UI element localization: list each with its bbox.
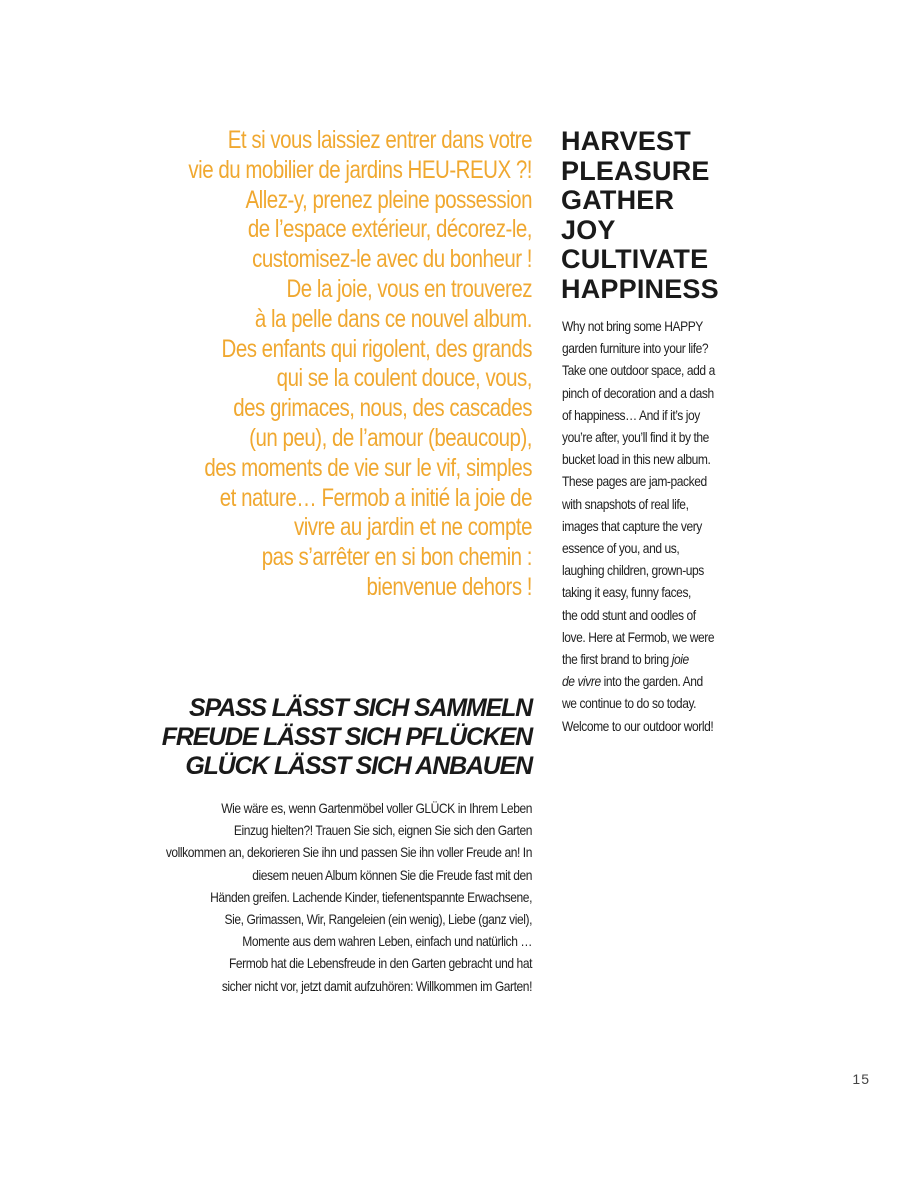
german-heading-line: FREUDE LÄSST SICH PFLÜCKEN bbox=[161, 723, 532, 751]
english-body-line bbox=[562, 670, 751, 692]
english-body-line: Welcome to our outdoor world! bbox=[562, 717, 714, 734]
english-body-fragment: the first brand to bring bbox=[562, 651, 669, 668]
french-line: de l’espace extérieur, décorez-le, bbox=[247, 215, 533, 244]
english-heading-line: GATHER bbox=[561, 185, 675, 216]
english-body-line: the odd stunt and oodles of bbox=[562, 606, 696, 623]
english-heading-line: CULTIVATE bbox=[561, 244, 709, 275]
german-body-line: Händen greifen. Lachende Kinder, tiefenentspannte Erwachsene, bbox=[210, 888, 532, 905]
english-body-line: we continue to do so today. bbox=[562, 695, 697, 712]
english-body-line: garden furniture into your life? bbox=[562, 340, 709, 357]
english-body-line: taking it easy, funny faces, bbox=[562, 584, 691, 601]
english-heading-line: HAPPINESS bbox=[561, 273, 719, 304]
german-body-text bbox=[126, 797, 532, 997]
french-line: Et si vous laissiez entrer dans votre bbox=[227, 126, 532, 154]
english-body-italic: joie bbox=[671, 651, 689, 668]
french-line: pas s’arrêter en si bon chemin : bbox=[261, 543, 532, 572]
english-body-line: Take one outdoor space, add a bbox=[562, 362, 715, 379]
german-body-line: Fermob hat die Lebensfreude in den Garten gebracht und hat bbox=[228, 955, 532, 972]
french-line: vie du mobilier de jardins HEU-REUX ?! bbox=[188, 155, 532, 184]
german-heading-line: GLÜCK LÄSST SICH ANBAUEN bbox=[185, 752, 532, 780]
english-body-line: you’re after, you’ll find it by the bbox=[562, 429, 709, 446]
english-heading bbox=[561, 127, 861, 305]
french-line: Allez-y, prenez pleine possession bbox=[245, 185, 532, 214]
french-line: et nature… Fermob a initié la joie de bbox=[219, 483, 532, 512]
page-number: 15 bbox=[852, 1071, 870, 1087]
english-heading-line: HARVEST bbox=[561, 126, 691, 156]
french-line: des grimaces, nous, des cascades bbox=[233, 394, 532, 423]
english-body-line: pinch of decoration and a dash bbox=[562, 384, 714, 401]
french-line: des moments de vie sur le vif, simples bbox=[204, 453, 532, 482]
french-line: à la pelle dans ce nouvel album. bbox=[254, 304, 532, 333]
french-line: customisez-le avec du bonheur ! bbox=[252, 245, 532, 274]
english-body-line: bucket load in this new album. bbox=[562, 451, 711, 468]
english-body-line: images that capture the very bbox=[562, 517, 702, 534]
english-body-line: essence of you, and us, bbox=[562, 540, 680, 557]
english-body-line: Why not bring some HAPPY bbox=[562, 318, 703, 334]
french-line: Des enfants qui rigolent, des grands bbox=[221, 334, 532, 363]
german-body-line: sicher nicht vor, jetzt damit aufzuhören: Willkommen im Garten! bbox=[221, 977, 532, 994]
english-body-line: These pages are jam-packed bbox=[562, 473, 707, 490]
german-body-line: Wie wäre es, wenn Gartenmöbel voller GLÜCK in Ihrem Leben bbox=[221, 800, 532, 816]
english-body-line: love. Here at Fermob, we were bbox=[562, 628, 715, 645]
english-body-line bbox=[562, 648, 751, 670]
english-body-text bbox=[562, 315, 751, 737]
german-heading bbox=[100, 694, 532, 781]
french-line: qui se la coulent douce, vous, bbox=[276, 364, 532, 393]
french-line: De la joie, vous en trouverez bbox=[286, 274, 532, 303]
english-body-line: with snapshots of real life, bbox=[562, 495, 689, 512]
english-body-line: laughing children, grown-ups bbox=[562, 562, 704, 579]
german-body-line: diesem neuen Album können Sie die Freude fast mit den bbox=[252, 866, 532, 883]
german-body-line: Sie, Grimassen, Wir, Rangeleien (ein wenig), Liebe (ganz viel), bbox=[224, 911, 532, 928]
german-body-line: Momente aus dem wahren Leben, einfach und natürlich … bbox=[242, 933, 532, 950]
french-line: (un peu), de l’amour (beaucoup), bbox=[249, 423, 533, 452]
english-body-italic: de vivre bbox=[562, 673, 601, 690]
english-heading-line: JOY bbox=[561, 214, 616, 245]
english-body-fragment: into the garden. And bbox=[600, 673, 703, 690]
french-line: bienvenue dehors ! bbox=[366, 572, 532, 601]
french-line: vivre au jardin et ne compte bbox=[293, 513, 532, 542]
english-heading-line: PLEASURE bbox=[561, 155, 710, 186]
german-body-line: vollkommen an, dekorieren Sie ihn und passen Sie ihn voller Freude an! In bbox=[165, 844, 532, 861]
english-body-line: of happiness… And if it’s joy bbox=[562, 406, 700, 423]
german-body-line: Einzug hielten?! Trauen Sie sich, eignen Sie sich den Garten bbox=[233, 822, 532, 839]
french-intro-text bbox=[120, 126, 532, 603]
german-heading-line: SPASS LÄSST SICH SAMMELN bbox=[189, 694, 532, 722]
